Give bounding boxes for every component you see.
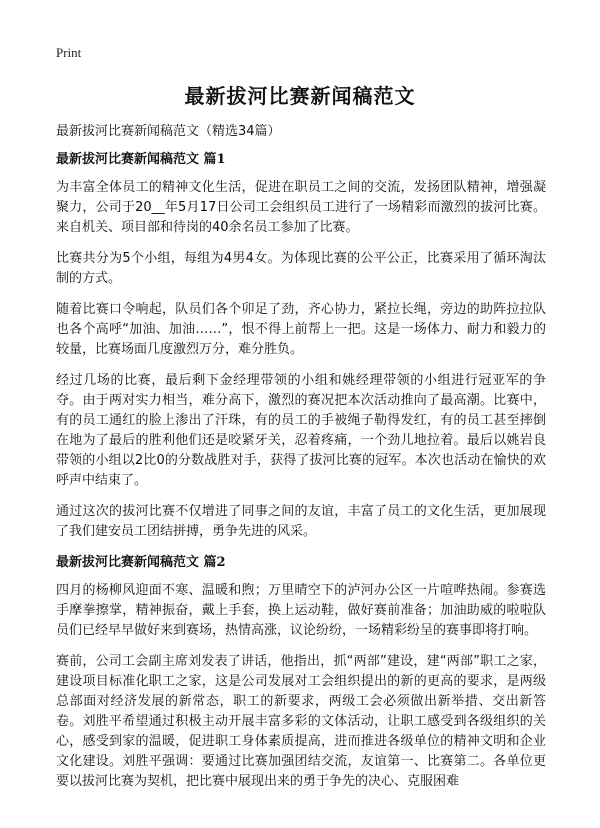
section-2-paragraph-1: 四月的杨柳风迎面不寒、温暖和煦；万里晴空下的泸河办公区一片喧哗热闹。参赛选手摩拳擦掌，精神振奋，戴上手套，换上运动鞋，做好赛前准备；加油助威的啦啦队员们已经早早做好来到赛场，热情高涨，议论纷纷，一场精彩纷呈的赛事即将打响。 [56, 583, 546, 638]
section-1-paragraph-3: 随着比赛口令响起，队员们各个卯足了劲，齐心协力，紧拉长绳，旁边的助阵拉拉队也各个高呼“加油、加油……”，恨不得上前帮上一把。这是一场体力、耐力和毅力的较量，比赛场面几度激烈万分，难分胜负。 [56, 302, 546, 357]
document-subtitle: 最新拔河比赛新闻稿范文（精选34篇） [56, 124, 281, 139]
section-2-paragraph-2: 赛前，公司工会副主席刘发表了讲话，他指出，抓“两部”建设，建“两部”职工之家，建设项目标准化职工之家，这是公司发展对工会组织提出的新的更高的要求，是两级总部面对经济发展的新常态，职工的新要求，两级工会必须做出新举措、交出新答卷。刘胜平希望通过积极主动开展丰富多彩的文体活动，让职工感受到各级组织的关心，感受到家的温暖，促进职工身体素质提高，进而推进各级单位的精神文明和企业文化建设。刘胜平强调：要通过比赛加强团结交流，友谊第一、比赛第二。各单位更要以拔河比赛为契机，把比赛中展现出来的勇于争先的决心、克服困难 [56, 654, 546, 789]
document-body [56, 146, 546, 803]
document-title: 最新拔河比赛新闻稿范文 [184, 84, 416, 108]
section-1-paragraph-1: 为丰富全体员工的精神文化生活，促进在职员工之间的交流，发扬团队精神，增强凝聚力，公司于20__年5月17日公司工会组织员工进行了一场精彩而激烈的拔河比赛。来自机关、项目部和待岗的40余名员工参加了比赛。 [56, 180, 546, 235]
section-1-paragraph-2: 比赛共分为5个小组，每组为4男4女。为体现比赛的公平公正，比赛采用了循环淘汰制的方式。 [56, 251, 546, 286]
print-label: Print [56, 45, 82, 60]
section-heading-1: 最新拔河比赛新闻稿范文 篇1 [56, 152, 226, 167]
section-heading-2: 最新拔河比赛新闻稿范文 篇2 [56, 555, 226, 570]
section-1-paragraph-5: 通过这次的拔河比赛不仅增进了同事之间的友谊，丰富了员工的文化生活，更加展现了我们建安员工团结拼搏，勇争先进的风采。 [56, 504, 546, 539]
section-1-paragraph-4: 经过几场的比赛，最后剩下金经理带领的小组和姚经理带领的小组进行冠亚军的争夺。由于两对实力相当，难分高下，激烈的赛况把本次活动推向了最高潮。比赛中，有的员工通红的脸上渗出了汗珠，有的员工的手被绳子勒得发红，有的员工甚至摔倒在地为了最后的胜利他们还是咬紧牙关，忍着疼痛，一个劲儿地拉着。最后以姚岩良带领的小组以2比0的分数战胜对手，获得了拔河比赛的冠军。本次也活动在愉快的欢呼声中结束了。 [56, 373, 546, 488]
